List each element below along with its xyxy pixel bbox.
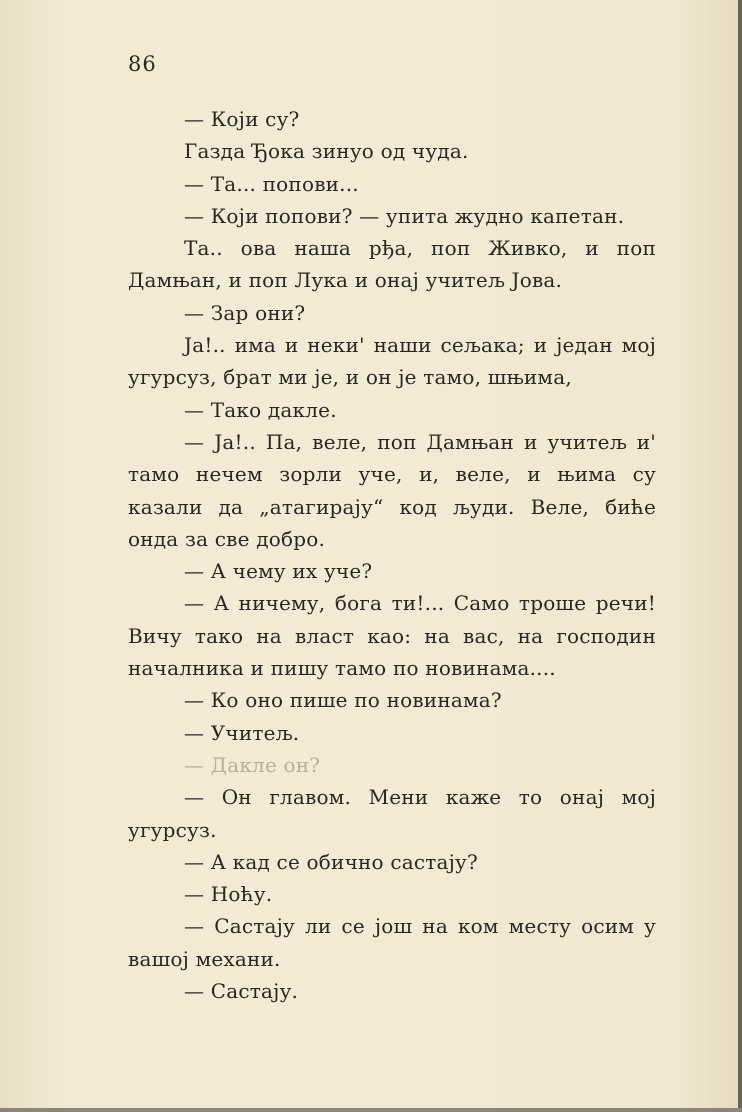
paragraph: — Ноћу. [184,882,273,907]
paragraph: — Који су? [184,107,300,131]
paragraph: — Ко оно пише по новинама? [184,688,502,713]
paragraph: — А ничему, бога ти!... Само троше речи! Вичу тако на власт као: на вас, на господин началника и пишу тамо по новинама.... [128,591,656,681]
paragraph: Та.. ова наша рђа, поп Живко, и поп Дамњан, и поп Лука и онај учитељ Јова. [128,236,656,293]
page-bottom-edge [0,1108,742,1112]
paragraph: — Састају ли се још на ком месту осим у вашој механи. [128,914,656,971]
paragraph: — Ја!.. Па, веле, поп Дамњан и учитељ и' тамо нечем зорли уче, и, веле, и њима су казали да „атагирају“ код људи. Веле, биће онда за све добро. [128,429,656,551]
paragraph: Газда Ђока зинуо од чуда. [184,139,469,164]
paragraph: — Он главом. Мени каже то онај мој угурсуз. [128,785,656,842]
paragraph: — Састају. [184,979,299,1004]
paragraph: — А кад се обично састају? [184,849,478,874]
paragraph: — Зар они? [184,300,306,325]
page-right-edge [738,0,742,1112]
page-number: 86 [128,52,157,76]
paragraph: — А чему их уче? [184,559,373,584]
paragraph-faded: — Дакле он? [184,752,321,777]
paragraph: — Који попови? — упита жудно капетан. [184,203,625,228]
paragraph: — Та... попови... [184,171,359,196]
paragraph: — Учитељ. [184,720,300,745]
paragraph: — Тако дакле. [184,397,337,422]
paragraph: Ја!.. има и неки' наши сељака; и један мој угурсуз, брат ми је, и он је тамо, шњима, [128,333,656,390]
page-body-text [128,103,656,1007]
